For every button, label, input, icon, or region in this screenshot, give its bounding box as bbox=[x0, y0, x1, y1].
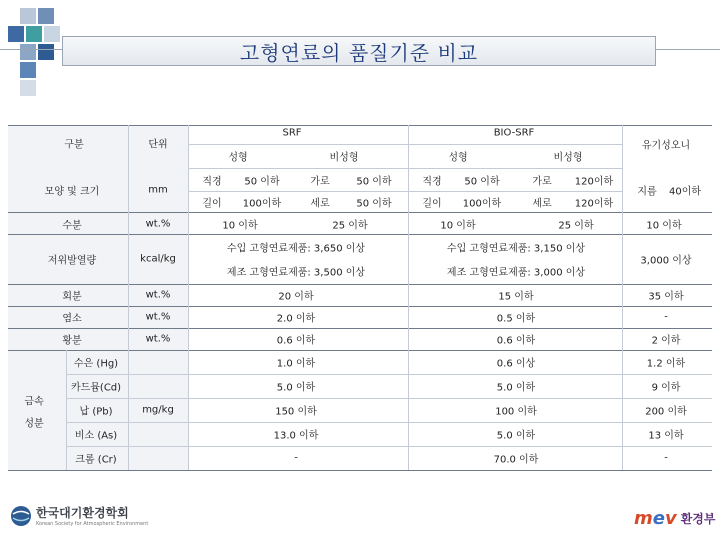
sulfur-label: 황분 bbox=[62, 335, 82, 347]
bio-diameter: 직경 bbox=[422, 176, 442, 188]
rule-metal-3 bbox=[66, 422, 712, 423]
rule-chlorine bbox=[8, 306, 712, 307]
shape-unit: mm bbox=[148, 184, 168, 196]
bio-height: 세로 bbox=[532, 198, 552, 210]
header-srf-molded: 성형 bbox=[228, 152, 248, 164]
as-bio: 5.0 이하 bbox=[496, 430, 536, 442]
rule-metal-2 bbox=[66, 398, 712, 399]
chlorine-unit: wt.% bbox=[145, 311, 171, 323]
srf-width: 가로 bbox=[310, 176, 330, 188]
globe-icon bbox=[10, 505, 32, 527]
ministry-logo bbox=[634, 508, 716, 529]
sulfur-oil: 2 이하 bbox=[651, 335, 681, 347]
as-oil: 13 이하 bbox=[648, 430, 684, 442]
calorific-bio-import: 수입 고형연료제품: 3,150 이상 bbox=[446, 243, 586, 255]
rule-moisture bbox=[8, 212, 712, 213]
vline-unit bbox=[128, 125, 129, 470]
rule-sulfur bbox=[8, 328, 712, 329]
mev-m: m bbox=[634, 508, 653, 529]
rule-sub-header-2 bbox=[188, 168, 622, 169]
moisture-bio-molded: 10 이하 bbox=[440, 220, 476, 232]
rule-calorific bbox=[8, 234, 712, 235]
sulfur-bio: 0.6 이하 bbox=[496, 335, 536, 347]
header-bio-srf: BIO-SRF bbox=[493, 127, 535, 139]
shape-label: 모양 및 크기 bbox=[44, 186, 100, 198]
bio-length-val: 100이하 bbox=[462, 198, 502, 210]
vline-bio-oil bbox=[622, 125, 623, 470]
srf-width-val: 50 이하 bbox=[356, 176, 392, 188]
cd-bio: 5.0 이하 bbox=[496, 382, 536, 394]
chlorine-bio: 0.5 이하 bbox=[496, 313, 536, 325]
corner-decoration-icon bbox=[4, 4, 68, 100]
moisture-srf-non-molded: 25 이하 bbox=[332, 220, 368, 232]
srf-length: 길이 bbox=[202, 198, 222, 210]
cd-oil: 9 이하 bbox=[651, 382, 681, 394]
sulfur-unit: wt.% bbox=[145, 333, 171, 345]
srf-height-val: 50 이하 bbox=[356, 198, 392, 210]
cr-bio: 70.0 이하 bbox=[493, 454, 539, 466]
header-waste-oil: 유기성오니 bbox=[641, 140, 691, 152]
chlorine-srf: 2.0 이하 bbox=[276, 313, 316, 325]
header-unit: 단위 bbox=[148, 139, 168, 151]
rule-top bbox=[8, 125, 712, 126]
chlorine-label: 염소 bbox=[62, 313, 82, 325]
hg-oil: 1.2 이하 bbox=[646, 358, 686, 370]
ash-oil: 35 이하 bbox=[648, 291, 684, 303]
moisture-srf-molded: 10 이하 bbox=[222, 220, 258, 232]
srf-height: 세로 bbox=[310, 198, 330, 210]
pb-label: 납 (Pb) bbox=[79, 406, 113, 418]
hg-label: 수은 (Hg) bbox=[73, 358, 119, 370]
chlorine-oil: - bbox=[664, 311, 668, 323]
hg-srf: 1.0 이하 bbox=[276, 358, 316, 370]
mev-mark bbox=[634, 508, 677, 529]
calorific-unit: kcal/kg bbox=[140, 253, 176, 265]
title-rule-right bbox=[656, 49, 720, 50]
rule-bottom bbox=[8, 470, 712, 471]
calorific-bio-domestic: 제조 고형연료제품: 3,000 이상 bbox=[446, 267, 586, 279]
srf-length-val: 100이하 bbox=[242, 198, 282, 210]
mev-e: e bbox=[652, 508, 665, 529]
metals-group-1: 금속 bbox=[24, 396, 44, 408]
cr-label: 크롬 (Cr) bbox=[75, 454, 117, 466]
society-subtitle: Korean Society for Atmospheric Environment bbox=[36, 521, 149, 527]
pb-srf: 150 이하 bbox=[275, 406, 317, 418]
as-label: 비소 (As) bbox=[74, 430, 118, 442]
society-name: 한국대기환경학회 bbox=[36, 506, 129, 520]
page-title: 고형연료의 품질기준 비교 bbox=[239, 40, 479, 65]
oil-diameter: 지름 bbox=[637, 186, 657, 198]
metals-group-2: 성분 bbox=[24, 418, 44, 430]
moisture-unit: wt.% bbox=[145, 218, 171, 230]
rule-metal-1 bbox=[66, 374, 712, 375]
rule-shape-mid bbox=[188, 191, 622, 192]
ash-bio: 15 이하 bbox=[498, 291, 534, 303]
cr-oil: - bbox=[664, 452, 668, 464]
rule-metal-4 bbox=[66, 446, 712, 447]
srf-diameter: 직경 bbox=[202, 176, 222, 188]
bio-height-val: 120이하 bbox=[574, 198, 614, 210]
header-bio-molded: 성형 bbox=[448, 152, 468, 164]
cr-srf: - bbox=[294, 452, 298, 464]
society-logo bbox=[10, 504, 148, 527]
title-rule-left bbox=[0, 49, 62, 50]
header-category: 구분 bbox=[64, 139, 84, 151]
bio-width: 가로 bbox=[532, 176, 552, 188]
pb-bio: 100 이하 bbox=[495, 406, 537, 418]
vline-srf-bio bbox=[408, 125, 409, 470]
ash-srf: 20 이하 bbox=[278, 291, 314, 303]
rule-metals bbox=[8, 350, 712, 351]
hg-bio: 0.6 이상 bbox=[496, 358, 536, 370]
header-srf: SRF bbox=[282, 127, 302, 139]
calorific-srf-domestic: 제조 고형연료제품: 3,500 이상 bbox=[226, 267, 366, 279]
cd-label: 카드뮴(Cd) bbox=[70, 382, 122, 394]
calorific-srf-import: 수입 고형연료제품: 3,650 이상 bbox=[226, 243, 366, 255]
moisture-bio-non-molded: 25 이하 bbox=[558, 220, 594, 232]
calorific-label: 저위발열량 bbox=[47, 255, 97, 267]
header-srf-non-molded: 비성형 bbox=[329, 152, 359, 164]
cd-srf: 5.0 이하 bbox=[276, 382, 316, 394]
vline-metal-group bbox=[66, 350, 67, 470]
bio-diameter-val: 50 이하 bbox=[464, 176, 500, 188]
bio-width-val: 120이하 bbox=[574, 176, 614, 188]
ash-unit: wt.% bbox=[145, 289, 171, 301]
srf-diameter-val: 50 이하 bbox=[244, 176, 280, 188]
oil-diameter-val: 40이하 bbox=[668, 186, 702, 198]
pb-oil: 200 이하 bbox=[645, 406, 687, 418]
bio-length: 길이 bbox=[422, 198, 442, 210]
moisture-label: 수분 bbox=[62, 220, 82, 232]
sulfur-srf: 0.6 이하 bbox=[276, 335, 316, 347]
vline-values bbox=[188, 125, 189, 470]
header-bio-non-molded: 비성형 bbox=[553, 152, 583, 164]
rule-sub-header bbox=[188, 144, 622, 145]
calorific-oil: 3,000 이상 bbox=[640, 255, 692, 267]
title-bar bbox=[62, 36, 656, 66]
ash-label: 회분 bbox=[62, 291, 82, 303]
as-srf: 13.0 이하 bbox=[273, 430, 319, 442]
mev-v: v bbox=[664, 508, 677, 529]
ministry-name: 환경부 bbox=[680, 512, 716, 526]
moisture-oil: 10 이하 bbox=[646, 220, 682, 232]
rule-ash bbox=[8, 284, 712, 285]
metals-unit: mg/kg bbox=[142, 404, 174, 416]
